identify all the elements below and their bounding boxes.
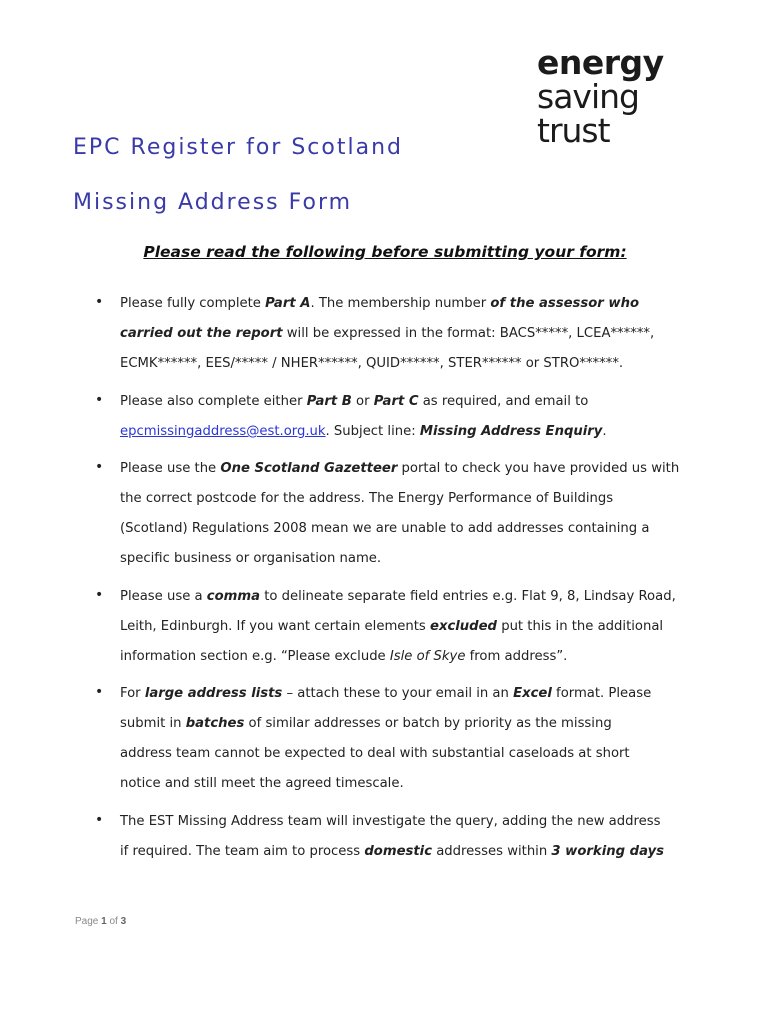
b3-line-4: specific business or organisation name. [120, 551, 382, 566]
b6-line-1: The EST Missing Address team will investigate the query, adding the new address [120, 814, 661, 829]
form-title: Missing Address Form [73, 190, 353, 215]
b3-line-1: Please use the One Scotland Gazetteer portal to check you have provided us with [120, 461, 680, 476]
logo-line-saving: saving [537, 77, 639, 116]
b5-line-1: For large address lists – attach these to your email in an Excel format. Please [120, 686, 652, 701]
b3-line-2: the correct postcode for the address. The Energy Performance of Buildings [120, 491, 614, 506]
instructions-heading: Please read the following before submitting your form: [143, 243, 627, 261]
page-indicator: Page 1 of 3 [75, 916, 127, 927]
b4-line-3: information section e.g. “Please exclude Isle of Skye from address”. [120, 649, 568, 664]
b1-line-2: carried out the report will be expressed in the format: BACS*****, LCEA******, [120, 326, 655, 341]
energy-saving-trust-logo [537, 43, 697, 150]
logo-line-energy: energy [537, 43, 664, 82]
b5-line-2: submit in batches of similar addresses or batch by priority as the missing [120, 716, 612, 731]
register-title: EPC Register for Scotland [73, 135, 403, 160]
bullet-marker: • [95, 459, 104, 475]
b5-line-3: address team cannot be expected to deal with substantial caseloads at short [120, 746, 630, 761]
b4-line-1: Please use a comma to delineate separate field entries e.g. Flat 9, 8, Lindsay Road, [120, 589, 676, 604]
bullet-marker: • [95, 684, 104, 700]
b6-line-2: if required. The team aim to process domestic addresses within 3 working days [120, 844, 665, 859]
b2-line-1: Please also complete either Part B or Part C as required, and email to [120, 394, 589, 409]
b1-line-3: ECMK******, EES/***** / NHER******, QUID******, STER****** or STRO******. [120, 356, 624, 371]
bullet-marker: • [95, 294, 104, 310]
email-link[interactable]: epcmissingaddress@est.org.uk [120, 424, 326, 439]
bullet-marker: • [95, 812, 104, 828]
bullet-marker: • [95, 392, 104, 408]
b2-line-2: epcmissingaddress@est.org.uk. Subject line: Missing Address Enquiry. [120, 424, 607, 439]
bullet-marker: • [95, 587, 104, 603]
b3-line-3: (Scotland) Regulations 2008 mean we are unable to add addresses containing a [120, 521, 650, 536]
b5-line-4: notice and still meet the agreed timescale. [120, 776, 404, 791]
logo-line-trust: trust [537, 111, 610, 150]
b4-line-2: Leith, Edinburgh. If you want certain elements excluded put this in the additional [120, 619, 664, 634]
b1-line-1: Please fully complete Part A. The membership number of the assessor who [120, 296, 640, 311]
